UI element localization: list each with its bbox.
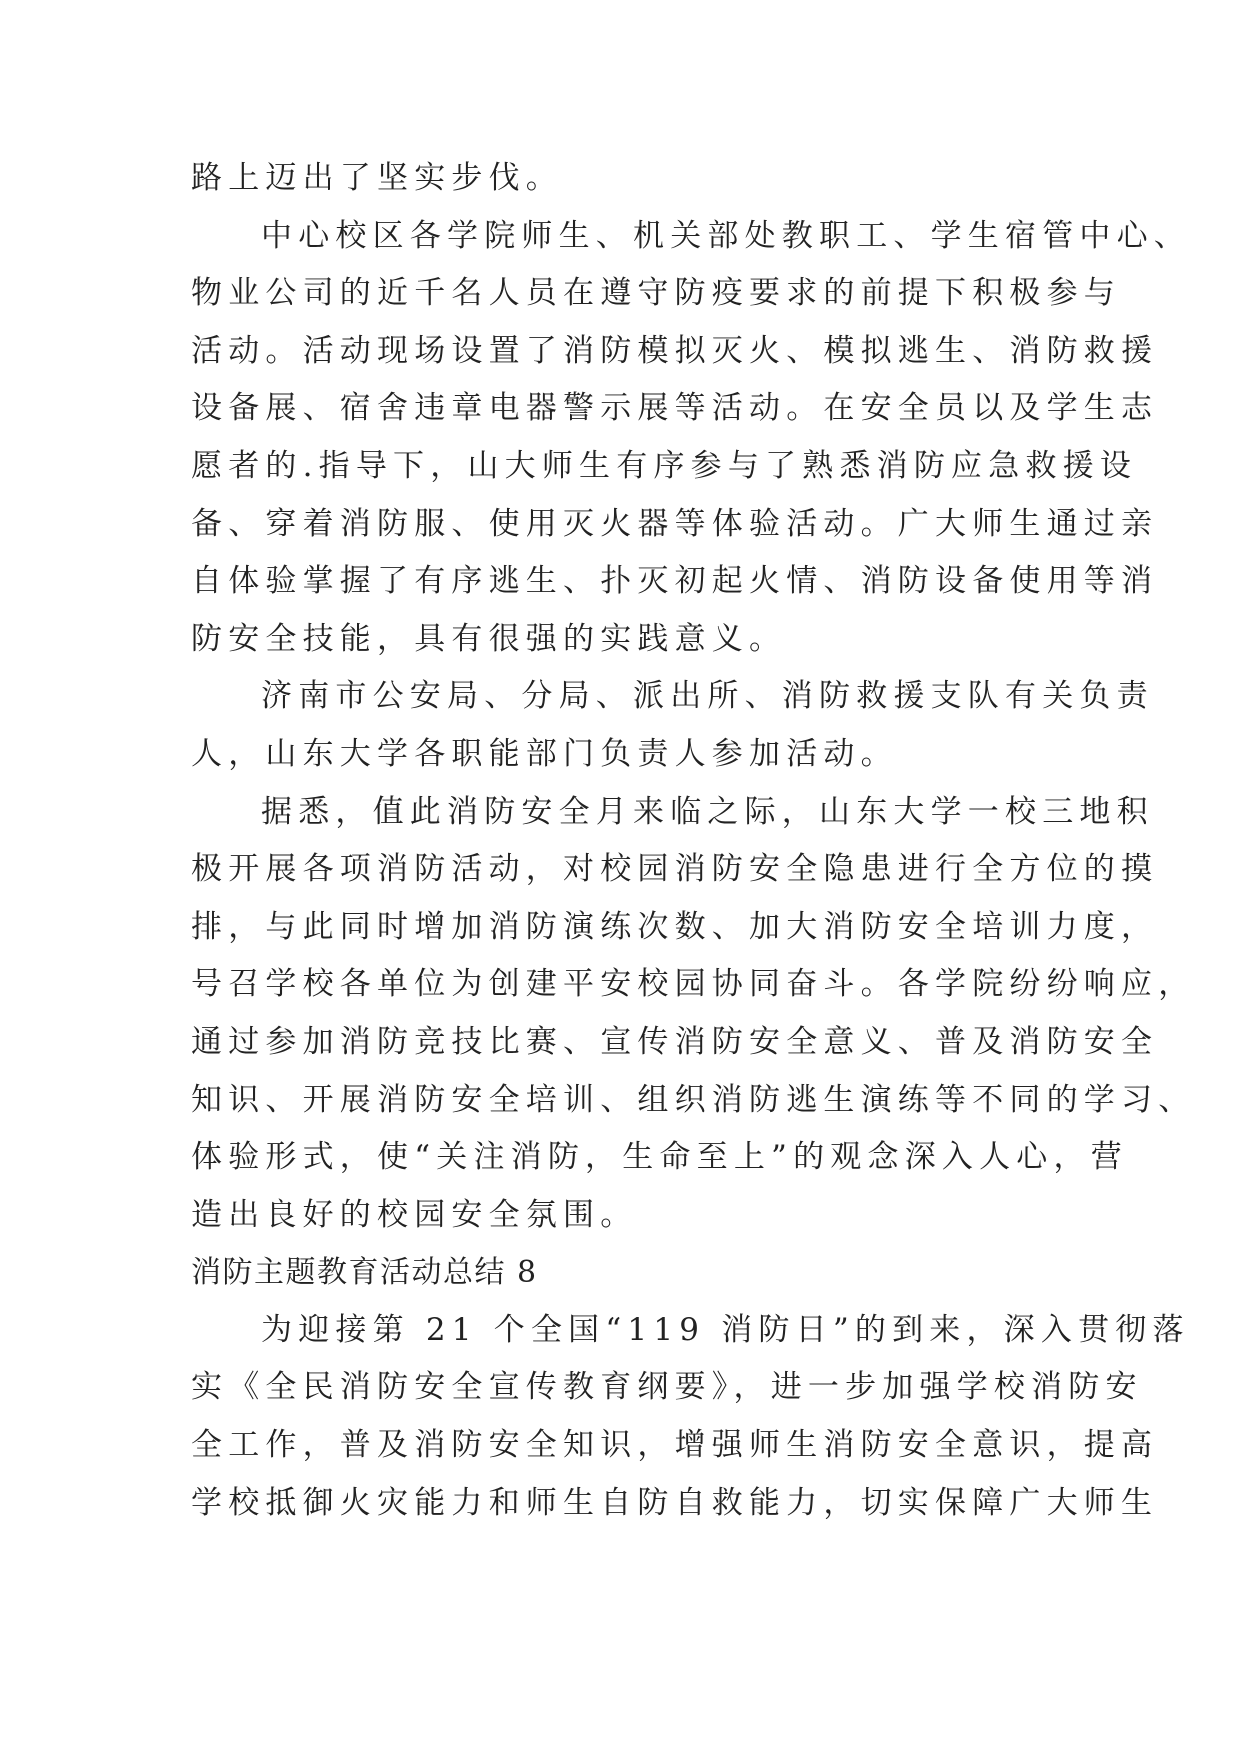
text-line: 活动。活动现场设置了消防模拟灭火、模拟逃生、消防救援 [191, 332, 1159, 369]
text-line: 全工作，普及消防安全知识，增强师生消防安全意识，提高 [191, 1427, 1159, 1464]
text-line: 造出良好的校园安全氛围。 [191, 1196, 638, 1233]
text-line: 为迎接第 21 个全国“119 消防日”的到来，深入贯彻落 [261, 1311, 1190, 1348]
text-line: 据悉，值此消防安全月来临之际，山东大学一校三地积 [261, 793, 1154, 830]
text-line: 极开展各项消防活动，对校园消防安全隐患进行全方位的摸 [191, 851, 1159, 888]
text-line: 人，山东大学各职能部门负责人参加活动。 [191, 735, 898, 772]
text-line: 排，与此同时增加消防演练次数、加大消防安全培训力度， [191, 908, 1159, 945]
text-line: 济南市公安局、分局、派出所、消防救援支队有关负责 [261, 678, 1154, 715]
text-line: 备、穿着消防服、使用灭火器等体验活动。广大师生通过亲 [191, 505, 1159, 542]
text-line: 设备展、宿舍违章电器警示展等活动。在安全员以及学生志 [191, 390, 1159, 427]
text-line: 自体验掌握了有序逃生、扑灭初起火情、消防设备使用等消 [191, 563, 1159, 600]
text-line: 体验形式，使“关注消防，生命至上”的观念深入人心，营 [191, 1139, 1128, 1176]
text-line: 实《全民消防安全宣传教育纲要》，进一步加强学校消防安 [191, 1369, 1143, 1406]
text-line: 通过参加消防竞技比赛、宣传消防安全意义、普及消防安全 [191, 1023, 1159, 1060]
section-heading: 消防主题教育活动总结 8 [191, 1255, 538, 1291]
document-body [191, 150, 1196, 1532]
text-line: 学校抵御火灾能力和师生自防自救能力，切实保障广大师生 [191, 1484, 1159, 1521]
text-line: 号召学校各单位为创建平安校园协同奋斗。各学院纷纷响应， [191, 966, 1196, 1003]
text-line: 防安全技能，具有很强的实践意义。 [191, 620, 787, 657]
text-line: 路上迈出了坚实步伐。 [191, 160, 563, 196]
text-line: 知识、开展消防安全培训、组织消防逃生演练等不同的学习、 [191, 1081, 1196, 1118]
text-line: 愿者的.指导下，山大师生有序参与了熟悉消防应急救援设 [191, 447, 1138, 484]
text-line: 中心校区各学院师生、机关部处教职工、学生宿管中心、 [261, 217, 1191, 254]
text-line: 物业公司的近千名人员在遵守防疫要求的前提下积极参与 [191, 275, 1121, 312]
